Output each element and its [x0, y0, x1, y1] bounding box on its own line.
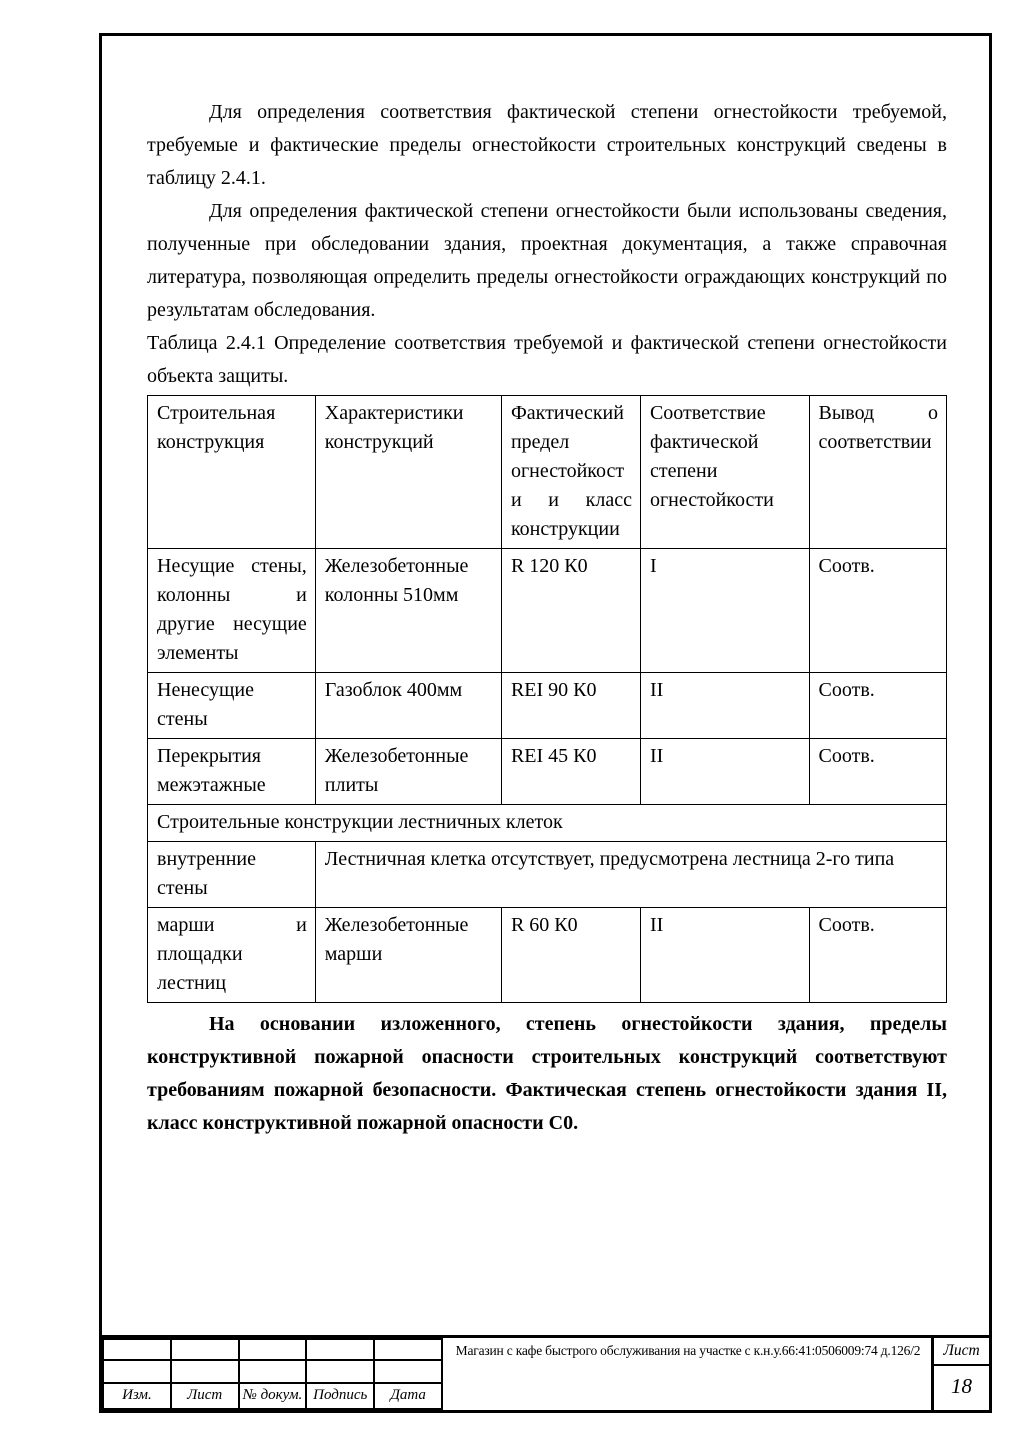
cell-actual-limit: REI 45 К0 — [501, 739, 640, 805]
paragraph-intro: Для определения соответствия фактической степени огнестойкости требуемой, требуемые и фактические пределы огнестойкости строительных конструкций сведены в таблицу 2.4.1. — [147, 101, 947, 189]
cell-characteristics: Железобетонные марши — [315, 908, 501, 1003]
empty-cell — [374, 1360, 442, 1383]
empty-cell — [306, 1339, 374, 1360]
cell-construction: внутренние стены — [148, 842, 316, 908]
label-izm: Изм. — [103, 1383, 171, 1409]
cell-correspondence: II — [640, 739, 809, 805]
header-cell-conclusion: Вывод о соответствии — [809, 396, 946, 549]
table-row — [148, 739, 947, 805]
cell-construction: Несущие стены, колонны и другие несущие элементы — [148, 549, 316, 673]
table-caption: Таблица 2.4.1 Определение соответствия требуемой и фактической степени огнестойкости объекта защиты. — [147, 332, 947, 387]
table-row — [148, 908, 947, 1003]
cell-construction: марши и площадки лестниц — [148, 908, 316, 1003]
document-title: Магазин с кафе быстрого обслуживания на участке с к.н.у.66:41:0506009:74 д.126/2 — [443, 1338, 934, 1410]
revision-labels-row — [103, 1383, 442, 1409]
page-frame — [99, 33, 992, 1413]
section-header-cell: Строительные конструкции лестничных клеток — [148, 805, 947, 842]
table-header-row — [148, 396, 947, 549]
empty-cell — [239, 1339, 307, 1360]
revision-row-empty — [103, 1339, 442, 1360]
sheet-label: Лист — [934, 1338, 989, 1366]
title-block — [102, 1335, 989, 1410]
cell-characteristics: Железобетонные колонны 510мм — [315, 549, 501, 673]
label-doc-number: № докум. — [239, 1383, 307, 1409]
empty-cell — [374, 1339, 442, 1360]
table-row — [148, 549, 947, 673]
cell-actual-limit: R 120 К0 — [501, 549, 640, 673]
label-date: Дата — [374, 1383, 442, 1409]
cell-construction: Перекрытия межэтажные — [148, 739, 316, 805]
revision-row-empty — [103, 1360, 442, 1383]
label-signature: Подпись — [306, 1383, 374, 1409]
header-cell-construction: Строительная конструкция — [148, 396, 316, 549]
table-section-row — [148, 805, 947, 842]
cell-conclusion: Соотв. — [809, 908, 946, 1003]
revision-table — [102, 1338, 443, 1410]
empty-cell — [103, 1339, 171, 1360]
cell-conclusion: Соотв. — [809, 673, 946, 739]
empty-cell — [239, 1360, 307, 1383]
table-row — [148, 842, 947, 908]
header-cell-actual-limit: Фактический предел огнестойкости и класс конструкции — [501, 396, 640, 549]
empty-cell — [306, 1360, 374, 1383]
cell-actual-limit: REI 90 К0 — [501, 673, 640, 739]
paragraph-method: Для определения фактической степени огнестойкости были использованы сведения, полученные при обследовании здания, проектная документация, а также справочная литература, позволяющая определить пределы огнестойкости ограждающих конструкций по результатам обследования. — [147, 200, 947, 321]
empty-cell — [171, 1339, 239, 1360]
cell-correspondence: II — [640, 908, 809, 1003]
sheet-number: 18 — [951, 1374, 972, 1398]
header-cell-characteristics: Характеристики конструкций — [315, 396, 501, 549]
cell-correspondence: I — [640, 549, 809, 673]
cell-characteristics: Железобетонные плиты — [315, 739, 501, 805]
fire-resistance-table — [147, 395, 947, 1003]
cell-conclusion: Соотв. — [809, 739, 946, 805]
cell-characteristics: Газоблок 400мм — [315, 673, 501, 739]
conclusion-paragraph: На основании изложенного, степень огнестойкости здания, пределы конструктивной пожарной опасности строительных конструкций соответствуют требованиям пожарной безопасности. Фактическая степень огнестойкости здания II, класс конструктивной пожарной опасности С0. — [147, 1013, 947, 1134]
cell-correspondence: II — [640, 673, 809, 739]
empty-cell — [103, 1360, 171, 1383]
label-list: Лист — [171, 1383, 239, 1409]
page-content — [102, 36, 989, 1140]
empty-cell — [171, 1360, 239, 1383]
cell-construction: Ненесущие стены — [148, 673, 316, 739]
cell-actual-limit: R 60 К0 — [501, 908, 640, 1003]
header-cell-correspondence: Соответствие фактической степени огнестойкости — [640, 396, 809, 549]
sheet-cell — [934, 1338, 989, 1410]
table-row — [148, 673, 947, 739]
cell-note: Лестничная клетка отсутствует, предусмотрена лестница 2-го типа — [315, 842, 946, 908]
cell-conclusion: Соотв. — [809, 549, 946, 673]
